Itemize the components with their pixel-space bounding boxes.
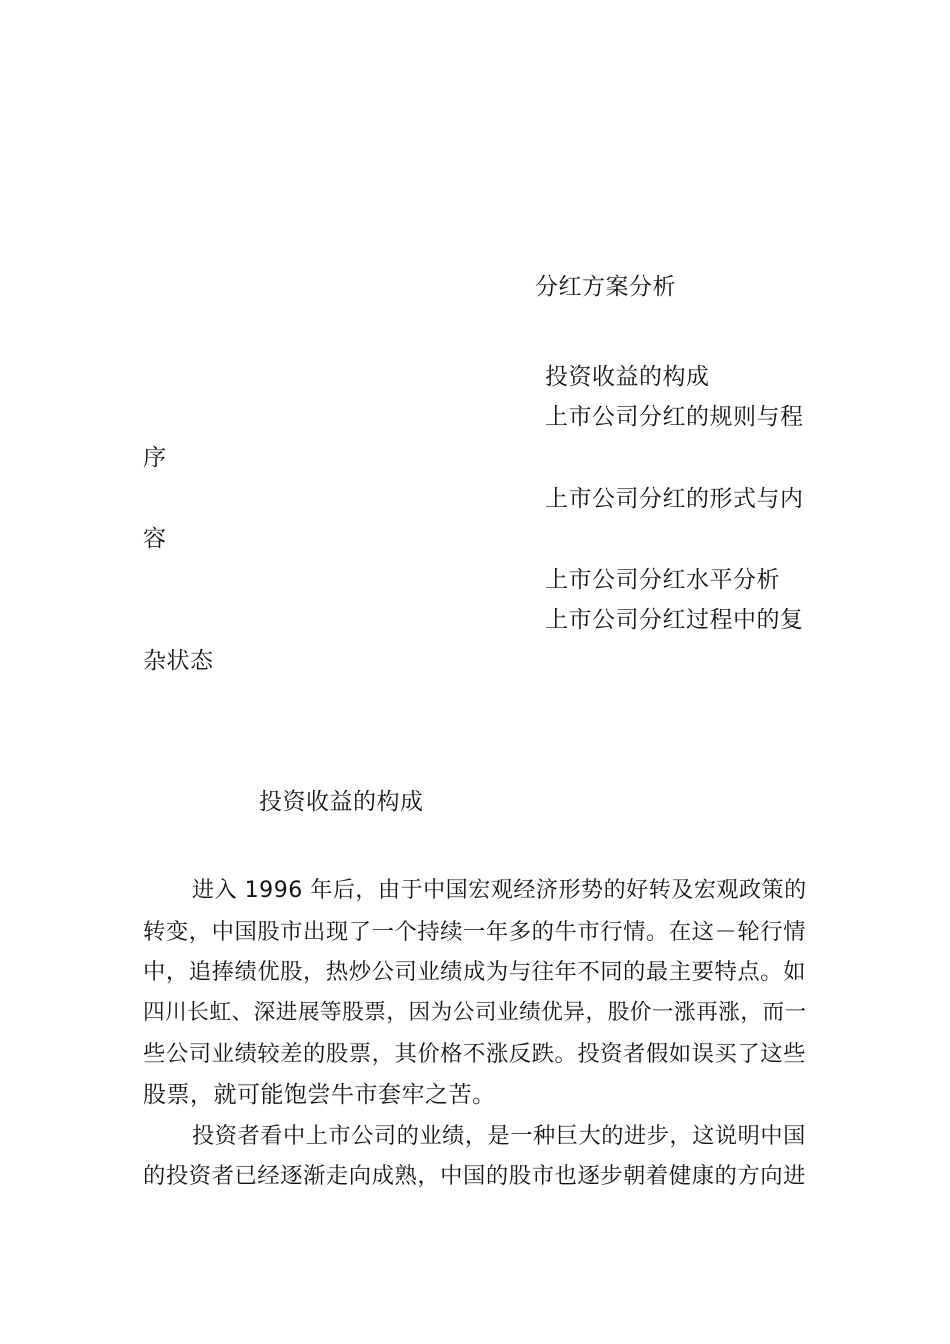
toc-item-dividend-rules: 上市公司分红的规则与程 [545,404,804,430]
paragraph-1-line-1: 进入 1996 年后，由于中国宏观经济形势的好转及宏观政策的 [192,878,807,903]
paragraph-2-line-1: 投资者看中上市公司的业绩，是一种巨大的进步，这说明中国 [192,1123,806,1149]
paragraph-1-line-5: 些公司业绩较差的股票，其价格不涨反跌。投资者假如误买了这些 [143,1041,806,1067]
paragraph-1-line-6: 股票，就可能饱尝牛市套牢之苦。 [143,1082,496,1108]
paragraph-1-line-3: 中，追捧绩优股，热炒公司业绩成为与往年不同的最主要特点。如 [143,959,806,985]
toc-item-investment-income: 投资收益的构成 [545,364,710,390]
paragraph-1-line-4: 四川长虹、深进展等股票，因为公司业绩优异，股价一涨再涨，而一 [143,1000,807,1025]
toc-item-dividend-rules-wrap: 序 [143,445,167,471]
chapter-title: 分红方案分析 [535,274,676,300]
section-heading: 投资收益的构成 [259,789,424,815]
paragraph-1-line-2: 转变，中国股市出现了一个持续一年多的牛市行情。在这－轮行情 [143,919,806,945]
toc-item-dividend-complexity: 上市公司分红过程中的复 [545,607,804,633]
toc-item-dividend-forms-wrap: 容 [143,526,167,552]
paragraph-2-line-2: 的投资者已经逐渐走向成熟，中国的股市也逐步朝着健康的方向进 [143,1163,806,1189]
toc-item-dividend-forms: 上市公司分红的形式与内 [545,486,804,512]
toc-item-dividend-complexity-wrap: 杂状态 [143,648,214,674]
toc-item-dividend-level: 上市公司分红水平分析 [545,567,780,593]
